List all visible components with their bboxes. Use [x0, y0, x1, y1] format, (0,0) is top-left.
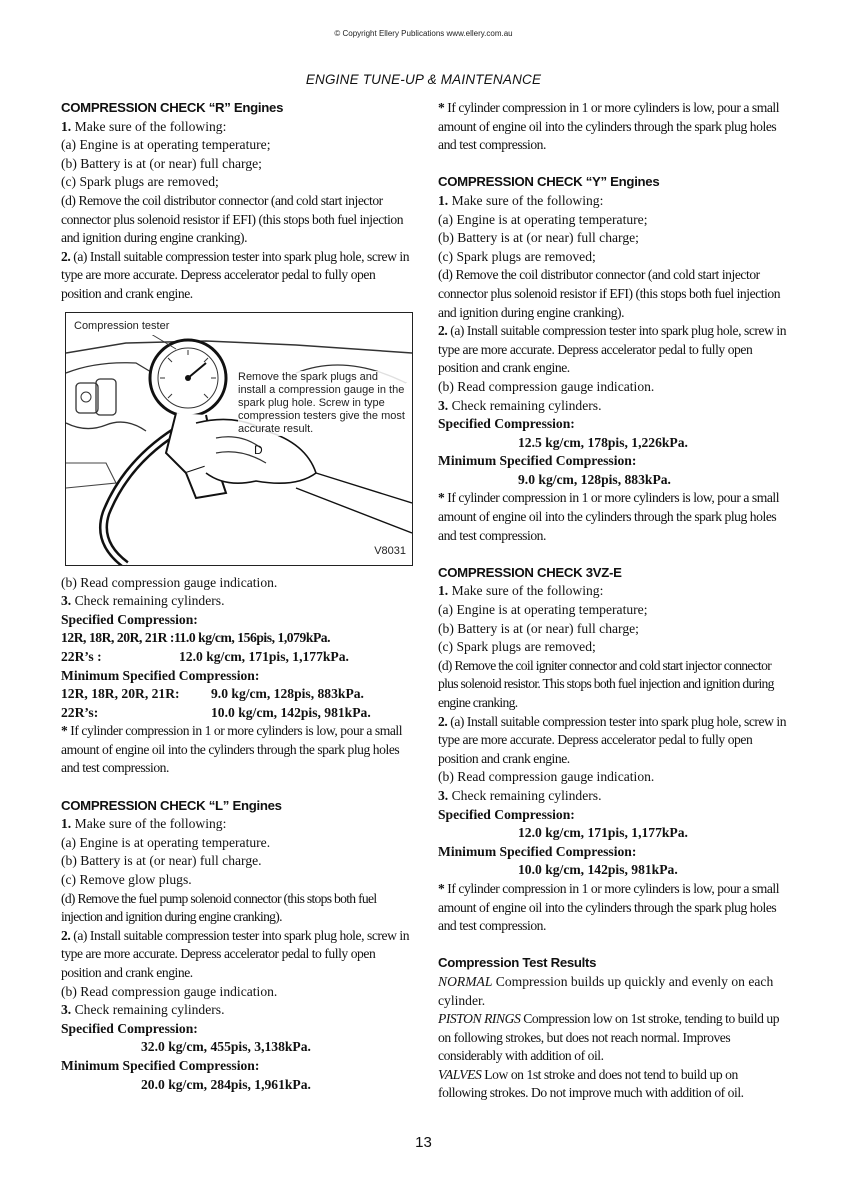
- l-step-1b: (b) Battery is at (or near) full charge.: [61, 853, 262, 869]
- r-step-1: 1. Make sure of the following:: [61, 118, 227, 134]
- 3vz-spec-label: Specified Compression:: [438, 806, 575, 822]
- y-step-1d: (d) Remove the coil distributor connector (and cold start injector connector plus solenoid resistor if EFI) (this stops both fuel injection and ignition during engine cranking).: [438, 267, 781, 320]
- l-step-1d: (d) Remove the fuel pump solenoid connector (this stops both fuel injection and ignition during engine cranking).: [61, 890, 377, 925]
- l-step-1a: (a) Engine is at operating temperature.: [61, 834, 271, 850]
- 3vz-min-label: Minimum Specified Compression:: [438, 843, 637, 859]
- 3vz-engines-heading: COMPRESSION CHECK 3VZ-E: [438, 564, 622, 580]
- gauge-letter: D: [254, 442, 263, 457]
- compression-gauge-illustration: [66, 313, 412, 565]
- y-oil-note: * If cylinder compression in 1 or more cylinders is low, pour a small amount of engine oil into the cylinders through the spark plug holes and test compression.: [438, 490, 780, 543]
- y-step-2b: (b) Read compression gauge indication.: [438, 378, 655, 394]
- y-min-label: Minimum Specified Compression:: [438, 453, 637, 469]
- l-step-3: 3. Check remaining cylinders.: [61, 1002, 225, 1018]
- test-results-heading: Compression Test Results: [438, 955, 597, 971]
- r-engines-heading: COMPRESSION CHECK “R” Engines: [61, 100, 284, 115]
- l-min-label: Minimum Specified Compression:: [61, 1057, 260, 1073]
- r-min-label: Minimum Specified Compression:: [61, 667, 260, 683]
- l-engines-heading: COMPRESSION CHECK “L” Engines: [61, 797, 282, 813]
- left-column: [61, 99, 411, 1094]
- y-step-1c: (c) Spark plugs are removed;: [438, 248, 596, 264]
- result-normal: NORMAL Compression builds up quickly and evenly on each cylinder.: [438, 973, 774, 1008]
- l-engines-section: [61, 797, 411, 1095]
- 3vz-step-2b: (b) Read compression gauge indication.: [438, 769, 655, 785]
- copyright-notice: © Copyright Ellery Publications www.ellery.com.au: [334, 29, 513, 38]
- 3vz-step-1b: (b) Battery is at (or near) full charge;: [438, 620, 639, 636]
- l-spec-label: Specified Compression:: [61, 1020, 198, 1036]
- r-continued-oil-note: * If cylinder compression in 1 or more cylinders is low, pour a small amount of engine oil into the cylinders through the spark plug holes and test compression.: [438, 100, 780, 153]
- l-step-1: 1. Make sure of the following:: [61, 816, 227, 832]
- running-header: ENGINE TUNE-UP & MAINTENANCE: [305, 72, 542, 87]
- l-step-2: 2. (a) Install suitable compression tester into spark plug hole, screw in type are more accurate. Depress accelerator pedal to fully open position and crank engine.: [61, 927, 410, 980]
- 3vz-step-1c: (c) Spark plugs are removed;: [438, 639, 596, 655]
- 3vz-step-1d: (d) Remove the coil igniter connector and cold start injector connector plus solenoid resistor. This stops both fuel injection and ignition during engine cranking.: [438, 657, 774, 710]
- r-min-row-2: 22R’s: 10.0 kg/cm, 142pis, 981kPa.: [61, 704, 371, 720]
- y-step-1b: (b) Battery is at (or near) full charge;: [438, 230, 639, 246]
- r-step-2: 2. (a) Install suitable compression tester into spark plug hole, screw in type are more accurate. Depress accelerator pedal to fully open position and crank engine.: [61, 248, 410, 301]
- result-valves: VALVES Low on 1st stroke and does not tend to build up on following strokes. Do not improve much with addition of oil.: [438, 1066, 744, 1101]
- r-engines-section: [61, 99, 411, 778]
- l-min-value: 20.0 kg/cm, 284pis, 1,961kPa.: [141, 1076, 311, 1092]
- r-spec-label: Specified Compression:: [61, 611, 198, 627]
- r-step-1a: (a) Engine is at operating temperature;: [61, 137, 271, 153]
- test-results-section: [438, 954, 788, 1103]
- y-spec-value: 12.5 kg/cm, 178pis, 1,226kPa.: [518, 434, 688, 450]
- figure-label: Compression tester: [72, 317, 171, 336]
- r-step-3: 3. Check remaining cylinders.: [61, 593, 225, 609]
- r-step-1b: (b) Battery is at (or near) full charge;: [61, 155, 262, 171]
- y-spec-label: Specified Compression:: [438, 416, 575, 432]
- right-column: [438, 99, 788, 1103]
- 3vz-step-3: 3. Check remaining cylinders.: [438, 787, 602, 803]
- result-piston-rings: PISTON RINGS Compression low on 1st stroke, tending to build up on following strokes, but does not reach normal. Improves considerably with addition of oil.: [438, 1011, 780, 1064]
- 3vz-step-1a: (a) Engine is at operating temperature;: [438, 602, 648, 618]
- r-oil-note: * If cylinder compression in 1 or more cylinders is low, pour a small amount of engine oil into the cylinders through the spark plug holes and test compression.: [61, 723, 403, 776]
- y-step-2: 2. (a) Install suitable compression tester into spark plug hole, screw in type are more accurate. Depress accelerator pedal to fully open position and crank engine.: [438, 323, 787, 376]
- r-step-1d: (d) Remove the coil distributor connector (and cold start injector connector plus solenoid resistor if EFI) (this stops both fuel injection and ignition during engine cranking).: [61, 192, 404, 246]
- r-step-2b: (b) Read compression gauge indication.: [61, 574, 278, 590]
- y-min-value: 9.0 kg/cm, 128pis, 883kPa.: [518, 471, 671, 487]
- 3vz-spec-value: 12.0 kg/cm, 171pis, 1,177kPa.: [518, 825, 688, 841]
- figure-code: V8031: [374, 544, 406, 557]
- 3vz-oil-note: * If cylinder compression in 1 or more cylinders is low, pour a small amount of engine oil into the cylinders through the spark plug holes and test compression.: [438, 880, 780, 934]
- y-engines-heading: COMPRESSION CHECK “Y” Engines: [438, 174, 660, 190]
- l-step-2b: (b) Read compression gauge indication.: [61, 983, 278, 999]
- figure-note: Remove the spark plugs and install a compression gauge in the spark plug hole. Screw in type compression testers give the most accurate result.: [238, 370, 405, 435]
- compression-tester-figure: [65, 312, 413, 566]
- 3vz-engines-section: [438, 564, 788, 936]
- l-spec-value: 32.0 kg/cm, 455pis, 3,138kPa.: [141, 1039, 311, 1055]
- l-step-1c: (c) Remove glow plugs.: [61, 872, 192, 888]
- y-step-1a: (a) Engine is at operating temperature;: [438, 211, 648, 227]
- r-spec-row-2: 22R’s : 12.0 kg/cm, 171pis, 1,177kPa.: [61, 648, 349, 664]
- page-number: 13: [415, 1134, 432, 1151]
- 3vz-step-2: 2. (a) Install suitable compression tester into spark plug hole, screw in type are more accurate. Depress accelerator pedal to fully open position and crank engine.: [438, 713, 787, 766]
- r-step-1c: (c) Spark plugs are removed;: [61, 174, 219, 190]
- 3vz-min-value: 10.0 kg/cm, 142pis, 981kPa.: [518, 862, 678, 878]
- r-min-row-1: 12R, 18R, 20R, 21R: 9.0 kg/cm, 128pis, 883kPa.: [61, 686, 364, 702]
- 3vz-step-1: 1. Make sure of the following:: [438, 583, 604, 599]
- y-step-1: 1. Make sure of the following:: [438, 192, 604, 208]
- y-engines-section: [438, 173, 788, 545]
- y-step-3: 3. Check remaining cylinders.: [438, 397, 602, 413]
- r-spec-row-1: 12R, 18R, 20R, 21R :11.0 kg/cm, 156pis, 1,079kPa.: [61, 630, 331, 646]
